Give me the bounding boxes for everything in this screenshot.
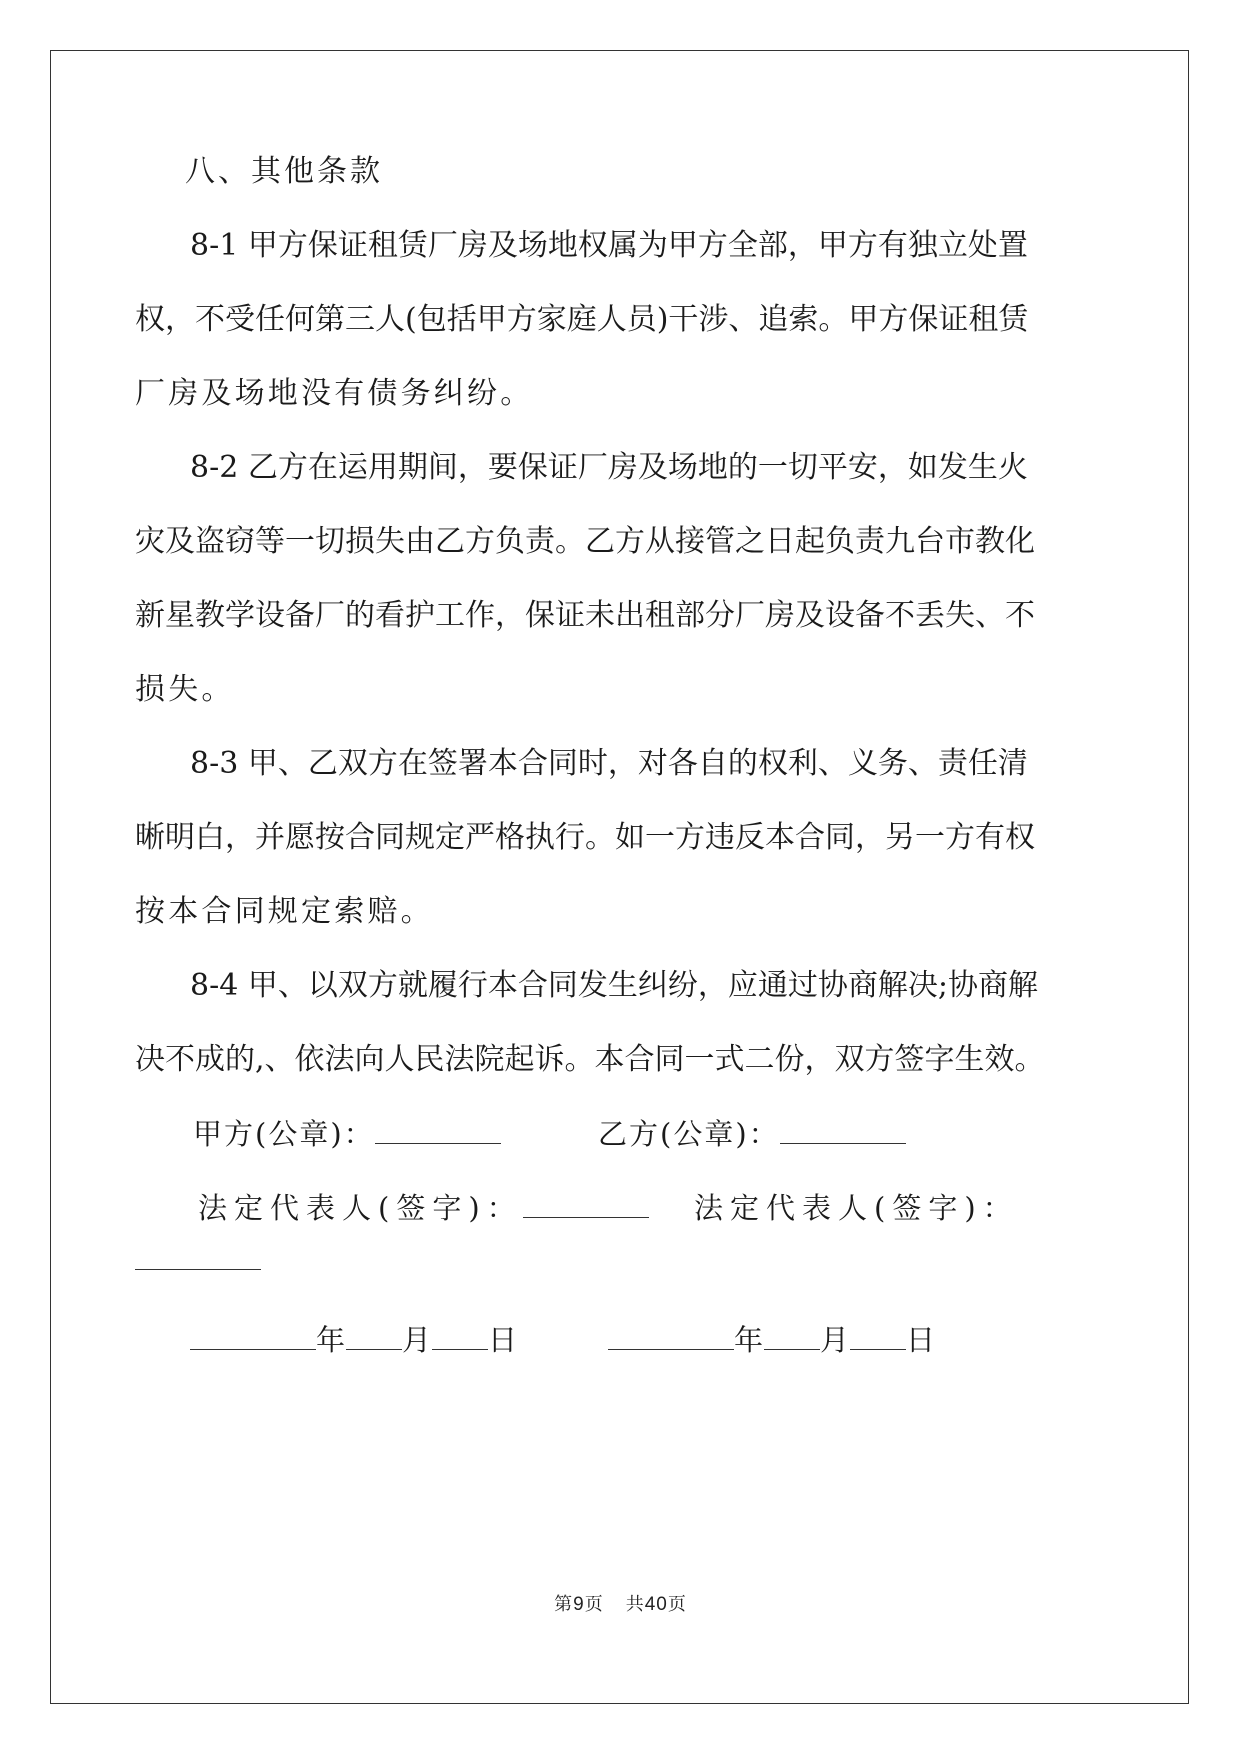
date-a-year-blank: [190, 1323, 316, 1350]
total-prefix: 共: [625, 1594, 645, 1615]
rep-a-blank: [523, 1191, 649, 1218]
total-suffix: 页: [667, 1594, 687, 1615]
clause-8-4-line-2: 决不成的,、依法向人民法院起诉。本合同一式二份，双方签字生效。: [135, 1042, 1045, 1077]
party-b-seal-row: [598, 1114, 906, 1154]
date-b-row: [608, 1320, 936, 1360]
clause-8-3-line-2: 晰明白，并愿按合同规定严格执行。如一方违反本合同，另一方有权: [135, 820, 1035, 855]
total-number: 40: [644, 1594, 668, 1615]
date-b-month-blank: [764, 1323, 820, 1350]
page-number: 9: [573, 1594, 585, 1615]
date-b-month-label: 月: [820, 1323, 851, 1357]
clause-8-1-line-3: 厂房及场地没有债务纠纷。: [135, 376, 534, 411]
page-suffix: 页: [584, 1594, 604, 1615]
date-a-month-label: 月: [402, 1323, 433, 1357]
page-border: [50, 50, 1189, 1704]
clause-8-4-line-1: 8-4 甲、以双方就履行本合同发生纠纷，应通过协商解决;协商解: [190, 968, 1038, 1003]
party-a-seal-label: 甲方(公章)：: [193, 1117, 375, 1151]
date-a-month-blank: [346, 1323, 402, 1350]
clause-8-2-line-4: 损失。: [135, 672, 235, 707]
clause-8-2-line-1: 8-2 乙方在运用期间，要保证厂房及场地的一切平安，如发生火: [190, 450, 1028, 485]
clause-8-1-line-1: 8-1 甲方保证租赁厂房及场地权属为甲方全部，甲方有独立处置: [190, 228, 1028, 263]
date-b-year-blank: [608, 1323, 734, 1350]
date-b-year-label: 年: [734, 1323, 765, 1357]
date-a-day-label: 日: [488, 1323, 519, 1357]
rep-a-label: 法定代表人(签字)：: [198, 1191, 523, 1225]
rep-a-row: [198, 1188, 649, 1228]
page-footer: [0, 1590, 1241, 1616]
rep-b-blank-row: [135, 1240, 261, 1280]
page-prefix: 第: [554, 1594, 574, 1615]
clause-8-1-line-2: 权，不受任何第三人(包括甲方家庭人员)干涉、追索。甲方保证租赁: [135, 302, 1029, 337]
date-a-row: [190, 1320, 518, 1360]
date-b-day-blank: [850, 1323, 906, 1350]
rep-b-blank: [135, 1243, 261, 1270]
party-b-seal-label: 乙方(公章)：: [598, 1117, 780, 1151]
clause-8-2-line-2: 灾及盗窃等一切损失由乙方负责。乙方从接管之日起负责九台市教化: [135, 524, 1035, 559]
party-a-seal-blank: [375, 1117, 501, 1144]
rep-b-row: [694, 1188, 1019, 1228]
clause-8-2-line-3: 新星教学设备厂的看护工作，保证未出租部分厂房及设备不丢失、不: [135, 598, 1035, 633]
section-heading: 八、其他条款: [185, 154, 383, 189]
clause-8-3-line-1: 8-3 甲、乙双方在签署本合同时，对各自的权利、义务、责任清: [190, 746, 1028, 781]
date-a-year-label: 年: [316, 1323, 347, 1357]
rep-b-label: 法定代表人(签字)：: [694, 1191, 1019, 1225]
party-b-seal-blank: [780, 1117, 906, 1144]
clause-8-3-line-3: 按本合同规定索赔。: [135, 894, 434, 929]
date-b-day-label: 日: [906, 1323, 937, 1357]
date-a-day-blank: [432, 1323, 488, 1350]
party-a-seal-row: [193, 1114, 501, 1154]
